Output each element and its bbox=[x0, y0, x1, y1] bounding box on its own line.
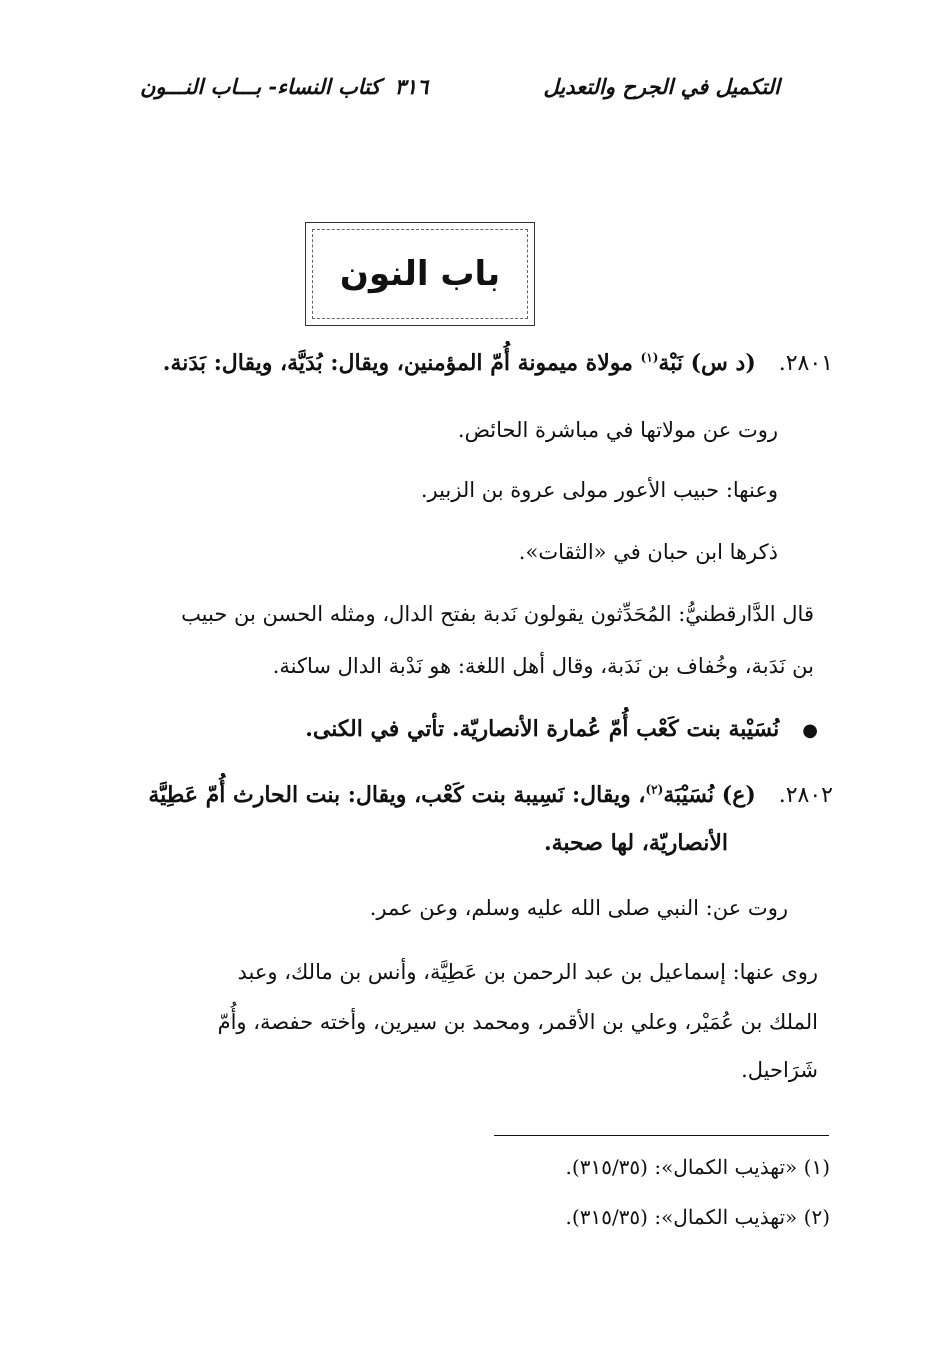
entry-name: (د س) نَبْة bbox=[658, 350, 756, 376]
footnote: (١) «تهذيب الكمال»: (٣١٥/٣٥). bbox=[565, 1155, 830, 1179]
entry-number: ٢٨٠٢. bbox=[778, 783, 833, 808]
entry-number: ٢٨٠١. bbox=[778, 351, 833, 376]
entry-line: الملك بن عُمَيْر، وعلي بن الأقمر، ومحمد بن سيرين، وأخته حفصة، وأُمّ bbox=[217, 1010, 818, 1034]
entry-line: بن نَدَبة، وخُفاف بن نَدَبة، وقال أهل اللغة: هو نَدْبة الدال ساكنة. bbox=[272, 654, 814, 678]
page-number: ٣١٦ bbox=[394, 73, 429, 99]
entry-line: قال الدَّارقطنيُّ: المُحَدِّثون يقولون نَدبة بفتح الدال، ومثله الحسن بن حبيب bbox=[181, 602, 814, 626]
footnote-ref: (١) bbox=[640, 350, 659, 365]
entry-heading-line2: الأنصاريّة، لها صحبة. bbox=[543, 830, 728, 856]
footnote-divider bbox=[494, 1135, 829, 1136]
entry-line: وعنها: حبيب الأعور مولى عروة بن الزبير. bbox=[420, 478, 778, 502]
entry-2801-heading bbox=[163, 350, 833, 376]
entry-line: شَرَاحيل. bbox=[741, 1058, 818, 1082]
entry-2802-heading bbox=[148, 782, 833, 808]
chapter-frame bbox=[305, 222, 535, 326]
chapter-title: باب النون bbox=[339, 254, 501, 294]
entry-line: روت عن مولاتها في مباشرة الحائض. bbox=[457, 418, 778, 442]
entry-name: (ع) نُسَيْبَة bbox=[663, 782, 756, 808]
entry-line: ذكرها ابن حبان في «الثقات». bbox=[518, 540, 778, 564]
section-title: كتاب النساء- بـــاب النـــون bbox=[140, 73, 381, 99]
cross-reference-text: نُسَيْبة بنت كَعْب أُمّ عُمارة الأنصاريّة. تأتي في الكنى. bbox=[305, 716, 780, 742]
entry-line: روى عنها: إسماعيل بن عبد الرحمن بن عَطِيَّة، وأنس بن مالك، وعبد bbox=[237, 960, 818, 984]
entry-line: روت عن: النبي صلى الله عليه وسلم، وعن عمر. bbox=[369, 896, 788, 920]
book-title: التكميل في الجرح والتعديل bbox=[543, 73, 780, 99]
cross-reference bbox=[305, 716, 818, 742]
entry-heading-rest: مولاة ميمونة أُمّ المؤمنين، ويقال: بُدَيَّة، ويقال: بَدَنة. bbox=[162, 350, 641, 376]
entry-heading-rest: ، ويقال: نَسِيبة بنت كَعْب، ويقال: بنت الحارث أُمّ عَطِيَّة bbox=[148, 782, 646, 808]
bullet-icon: ● bbox=[802, 720, 818, 741]
running-header bbox=[140, 66, 780, 106]
footnote: (٢) «تهذيب الكمال»: (٣١٥/٣٥). bbox=[565, 1205, 830, 1229]
footnote-ref: (٢) bbox=[645, 782, 664, 797]
